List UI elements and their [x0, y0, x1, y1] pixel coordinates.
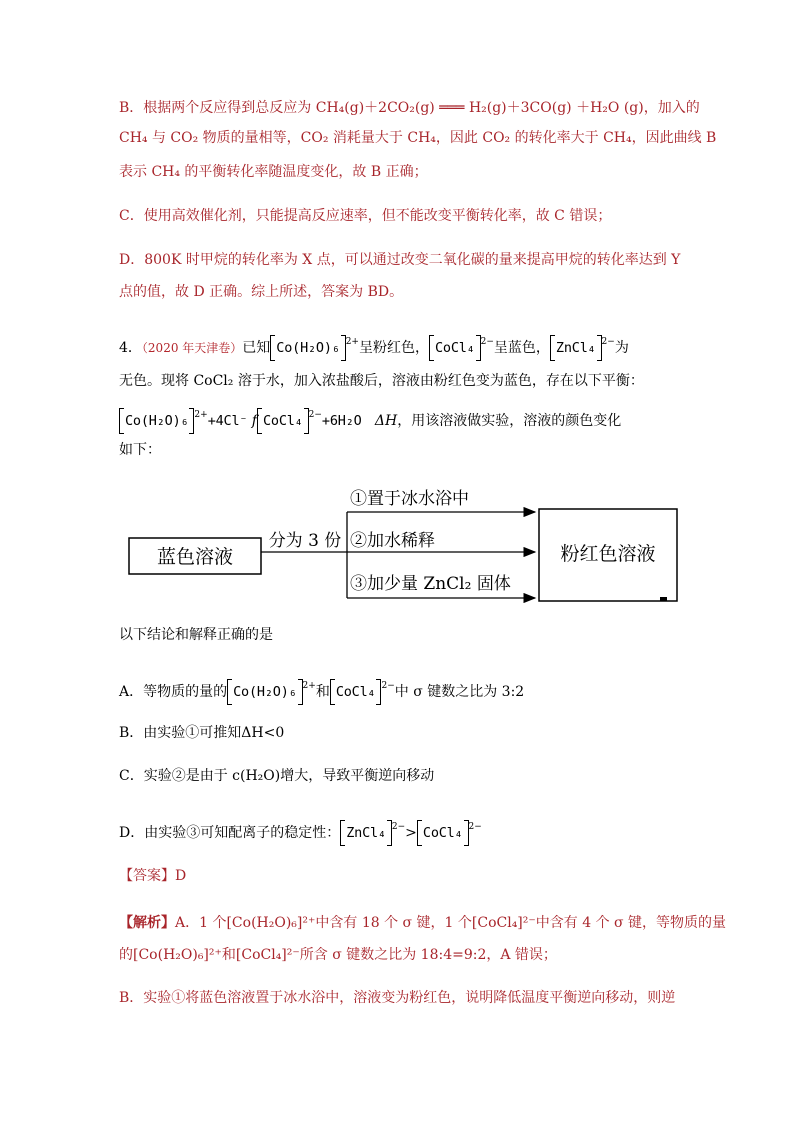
option-d-complex-cocl4-text: CoCl₄ [422, 825, 463, 841]
question-number: 4． [119, 340, 142, 356]
prev-solution-b-line-3: 表示 CH₄ 的平衡转化率随温度变化，故 B 正确； [119, 164, 428, 180]
eq-arrow: f [251, 413, 257, 429]
option-a-complex-cocl4 [330, 682, 382, 702]
option-d-complex-cocl4 [417, 823, 469, 843]
option-c: C．实验②是由于 c(H₂O)增大，导致平衡逆向移动 [119, 768, 435, 784]
prev-solution-c-line: C．使用高效催化剂，只能提高反应速率，但不能改变平衡转化率，故 C 错误； [119, 208, 612, 224]
question-eq-tail: ，用该溶液做实验，溶液的颜色变化 [397, 413, 622, 429]
option-a-charge-2minus: 2− [381, 681, 395, 691]
option-a-complex-cocl4-text: CoCl₄ [335, 684, 376, 700]
analysis-line-2: 的[Co(H₂O)₆]²⁺和[CoCl₄]²⁻所含 σ 键数之比为 18:4=9:2，A 错误； [119, 947, 557, 963]
question-line-1 [119, 332, 629, 358]
eq-delta-h: ΔH [374, 413, 398, 429]
question-line-2: 无色。现将 CoCl₂ 溶于水，加入浓盐酸后，溶液由粉红色变为蓝色，存在以下平衡： [119, 373, 644, 389]
option-d-charge-co: 2− [468, 822, 482, 832]
question-text-known: 已知 [242, 340, 271, 356]
charge-2minus: 2− [480, 337, 494, 347]
eq-charge-2plus: 2+ [194, 410, 208, 420]
eq-charge-2minus: 2− [308, 410, 322, 420]
complex-co-h2o-6 [270, 338, 345, 358]
prev-solution-d-line-1: D．800K 时甲烷的转化率为 X 点，可以通过改变二氧化碳的量来提高甲烷的转化率达到 Y [119, 252, 681, 268]
eq-complex-co-h2o-6-text: Co(H₂O)₆ [125, 413, 189, 429]
prev-solution-b-line-2: CH₄ 与 CO₂ 物质的量相等，CO₂ 消耗量大于 CH₄，因此 CO₂ 的转化率大于 CH₄，因此曲线 B [119, 130, 717, 146]
complex-co-h2o-6-text: Co(H₂O)₆ [276, 340, 340, 356]
corner-mark [660, 597, 667, 601]
complex-zncl4-text: ZnCl₄ [555, 340, 596, 356]
eq-complex-cocl4 [257, 411, 309, 431]
option-a-charge-2plus: 2+ [302, 681, 316, 691]
eq-complex-cocl4-text: CoCl₄ [262, 413, 303, 429]
option-a-and: 和 [315, 684, 330, 700]
branch-label-zncl2: ③加少量 ZnCl₂ 固体 [350, 574, 511, 594]
split-label: 分为 3 份 [268, 531, 342, 551]
analysis-line-1-text: A．1 个[Co(H₂O)₆]²⁺中含有 18 个 σ 键，1 个[CoCl₄]²⁻中含有 4 个 σ 键，等物质的量 [175, 915, 727, 931]
prev-solution-b-line-1: B．根据两个反应得到总反应为 CH₄(g)＋2CO₂(g) ═══ H₂(g)＋3CO(g) ＋H₂O (g)，加入的 [119, 100, 700, 116]
option-d-charge-zn: 2− [391, 822, 406, 832]
charge-2plus: 2+ [345, 337, 359, 347]
analysis-line-3: B．实验①将蓝色溶液置于冰水浴中，溶液变为粉红色，说明降低温度平衡逆向移动，则逆 [119, 990, 676, 1006]
option-d [119, 817, 482, 843]
option-a-complex-co [227, 682, 302, 702]
branch-label-ice-bath: ①置于冰水浴中 [350, 489, 469, 509]
complex-cocl4 [429, 338, 481, 358]
option-d-complex-zncl4-text: ZnCl₄ [346, 825, 386, 841]
option-a-prefix: A．等物质的量的 [119, 684, 228, 700]
right-box-label: 粉红色溶液 [560, 543, 656, 565]
analysis-line-1 [119, 913, 726, 933]
eq-complex-co-h2o-6 [119, 411, 194, 431]
complex-cocl4-text: CoCl₄ [434, 340, 475, 356]
left-box-label: 蓝色溶液 [156, 546, 234, 568]
eq-plus-chloride: +4Cl⁻ [207, 413, 248, 429]
option-d-prefix: D．由实验③可知配离子的稳定性： [119, 825, 341, 841]
options-prompt: 以下结论和解释正确的是 [119, 627, 273, 643]
question-text-for: 为 [614, 340, 629, 356]
option-d-gt: > [405, 825, 417, 841]
question-line-4: 如下： [119, 442, 161, 458]
option-d-complex-zncl4 [340, 823, 392, 843]
flowchart-diagram [0, 478, 794, 618]
question-text-blue: 呈蓝色， [493, 340, 550, 356]
eq-plus-water: +6H₂O [321, 413, 362, 429]
question-equilibrium-line [119, 405, 621, 431]
answer-label: 【答案】D [119, 868, 187, 884]
charge-2minus-zn: 2− [601, 337, 615, 347]
analysis-label: 【解析】 [119, 915, 175, 931]
option-a-suffix: 中 σ 键数之比为 3:2 [394, 684, 525, 700]
branch-label-dilute: ②加水稀释 [350, 531, 435, 551]
prev-solution-d-line-2: 点的值，故 D 正确。综上所述，答案为 BD。 [119, 284, 404, 300]
option-a [119, 676, 524, 702]
complex-zncl4 [550, 338, 602, 358]
option-b: B．由实验①可推知ΔH<0 [119, 725, 285, 741]
question-source: （2020 年天津卷） [141, 341, 243, 355]
question-text-pink: 呈粉红色， [358, 340, 429, 356]
option-a-complex-co-text: Co(H₂O)₆ [233, 684, 297, 700]
